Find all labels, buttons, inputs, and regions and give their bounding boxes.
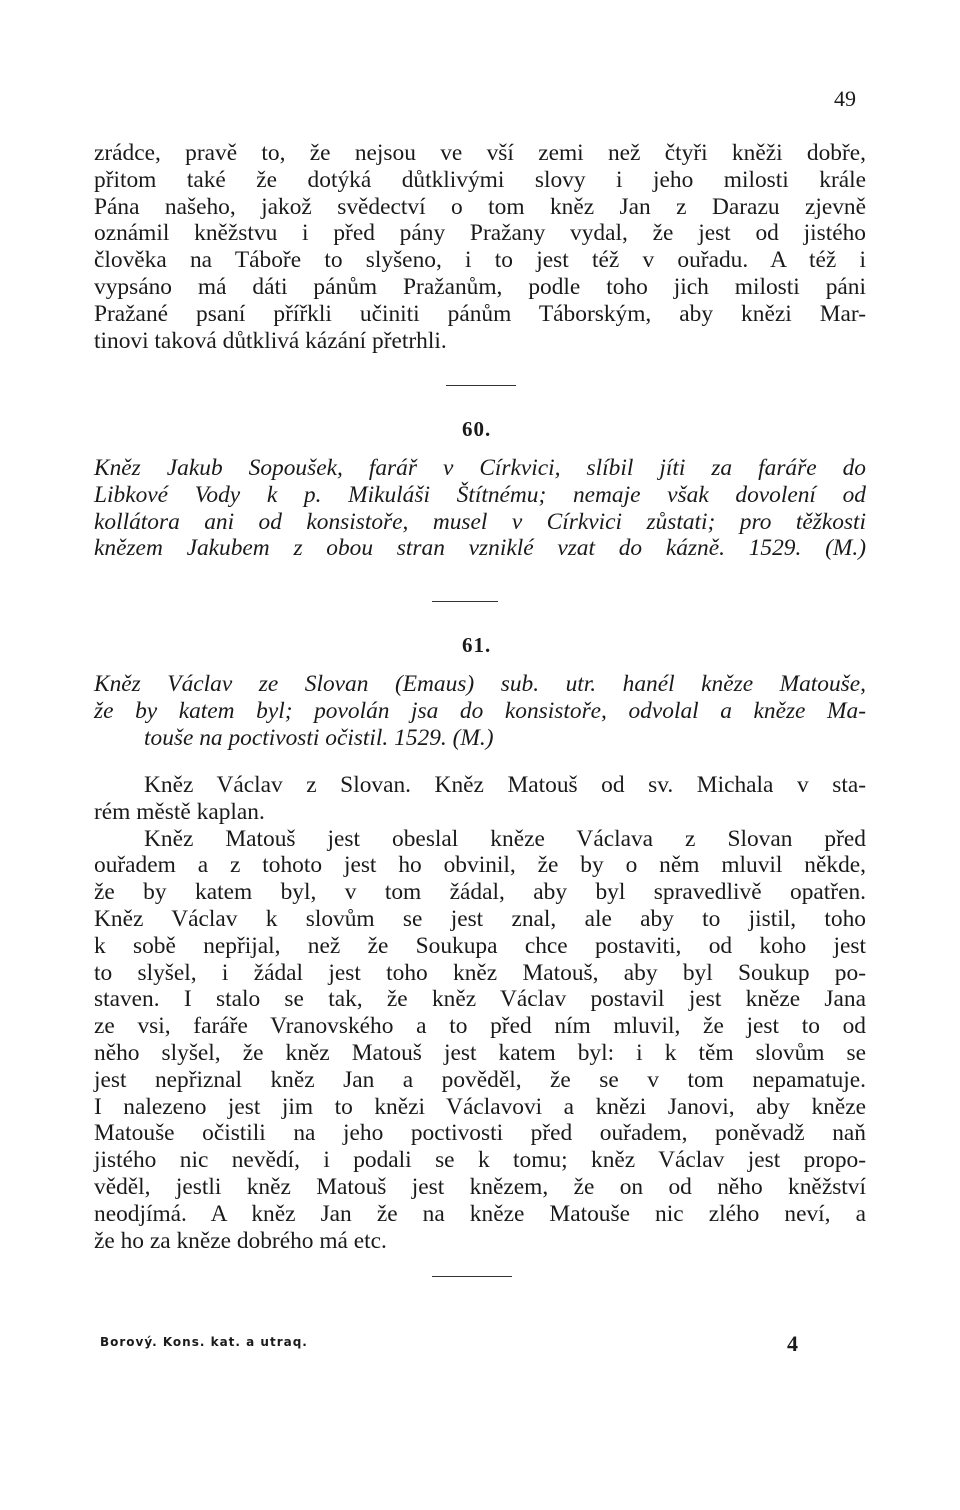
text-line: přitom také že dotýká důtklivými slovy i jeho milosti krále <box>94 166 866 193</box>
page-number: 49 <box>834 86 856 111</box>
sheet-number: 4 <box>787 1331 798 1356</box>
section-61-heading <box>94 671 866 751</box>
heading-line: knězem Jakubem z obou stran vzniklé vzat do kázně. 1529. (M.) <box>94 535 866 562</box>
text-line: věděl, jestli kněz Matouš jest knězem, že on od něho kněžství <box>94 1173 866 1200</box>
printer-signature: Borový. Kons. kat. a utraq. <box>100 1335 308 1349</box>
text-line: tinovi taková důtklivá kázání přetrhli. <box>94 327 447 354</box>
text-line: Pražané psaní přířkli učiniti pánům Táborským, aby knězi Mar- <box>94 300 866 327</box>
text-line: rém městě kaplan. <box>94 798 265 825</box>
section-divider <box>446 385 516 386</box>
text-line: ouřadem a z tohoto jest ho obvinil, že by o něm mluvil někde, <box>94 852 866 879</box>
heading-line: kollátora ani od konsistoře, musel v Církvici zůstati; pro těžkosti <box>94 508 866 535</box>
text-line: Kněz Václav k slovům se jest znal, ale aby to jistil, toho <box>94 905 866 932</box>
text-line: k sobě nepřijal, než že Soukupa chce postaviti, od koho jest <box>94 932 866 959</box>
section-divider <box>432 1276 512 1277</box>
text-line: zrádce, pravě to, že nejsou ve vší zemi než čtyři kněži dobře, <box>94 140 866 166</box>
section-number-60: 60. <box>462 417 492 441</box>
text-line: jistého nic nevědí, i podali se k tomu; kněz Václav jest propo- <box>94 1147 866 1174</box>
heading-line: že by katem byl; povolán jsa do konsistoře, odvolal a kněze Ma- <box>94 697 866 724</box>
text-line: to slyšel, i žádal jest toho kněz Matouš, aby byl Soukup po- <box>94 959 866 986</box>
section-number-61: 61. <box>462 633 492 657</box>
text-line: Matouše očistili na jeho poctivosti před ouřadem, poněvadž naň <box>94 1120 866 1147</box>
heading-line: Kněz Václav ze Slovan (Emaus) sub. utr. hanél kněze Matouše, <box>94 671 866 697</box>
text-line: I nalezeno jest jim to knězi Václavovi a knězi Janovi, aby kněze <box>94 1093 866 1120</box>
paragraph-1 <box>94 140 866 354</box>
text-line: neodjímá. A kněz Jan že na kněze Matouše nic zlého neví, a <box>94 1200 866 1227</box>
text-line: že by katem byl, v tom žádal, aby byl spravedlivě opatřen. <box>94 879 866 906</box>
section-divider <box>432 601 498 602</box>
text-line: člověka na Táboře to slyšeno, i to jest též v ouřadu. A též i <box>94 247 866 274</box>
text-line: Kněz Matouš jest obeslal kněze Václava z Slovan před <box>144 825 866 852</box>
heading-line: Libkové Vody k p. Mikuláši Štítnému; nemaje však dovolení od <box>94 481 866 508</box>
section-60-heading <box>94 455 866 562</box>
text-line: staven. I stalo se tak, že kněz Václav postavil jest kněze Jana <box>94 986 866 1013</box>
text-line: Kněz Václav z Slovan. Kněz Matouš od sv. Michala v sta- <box>144 772 866 798</box>
section-61-body <box>94 772 866 1254</box>
heading-line: touše na poctivosti očistil. 1529. (M.) <box>144 724 494 751</box>
text-line: že ho za kněze dobrého má etc. <box>94 1227 387 1254</box>
text-line: něho slyšel, že kněz Matouš jest katem byl: i k těm slovům se <box>94 1039 866 1066</box>
text-line: Pána našeho, jakož svědectví o tom kněz Jan z Darazu zjevně <box>94 193 866 220</box>
text-line: jest nepřiznal kněz Jan a pověděl, že se v tom nepamatuje. <box>94 1066 866 1093</box>
heading-line: Kněz Jakub Sopoušek, farář v Církvici, slíbil jíti za faráře do <box>94 455 866 481</box>
text-line: ze vsi, faráře Vranovského a to před ním mluvil, že jest to od <box>94 1013 866 1040</box>
text-line: vypsáno má dáti pánům Pražanům, podle toho jich milosti páni <box>94 273 866 300</box>
text-line: oznámil kněžstvu i před pány Pražany vydal, že jest od jistého <box>94 220 866 247</box>
